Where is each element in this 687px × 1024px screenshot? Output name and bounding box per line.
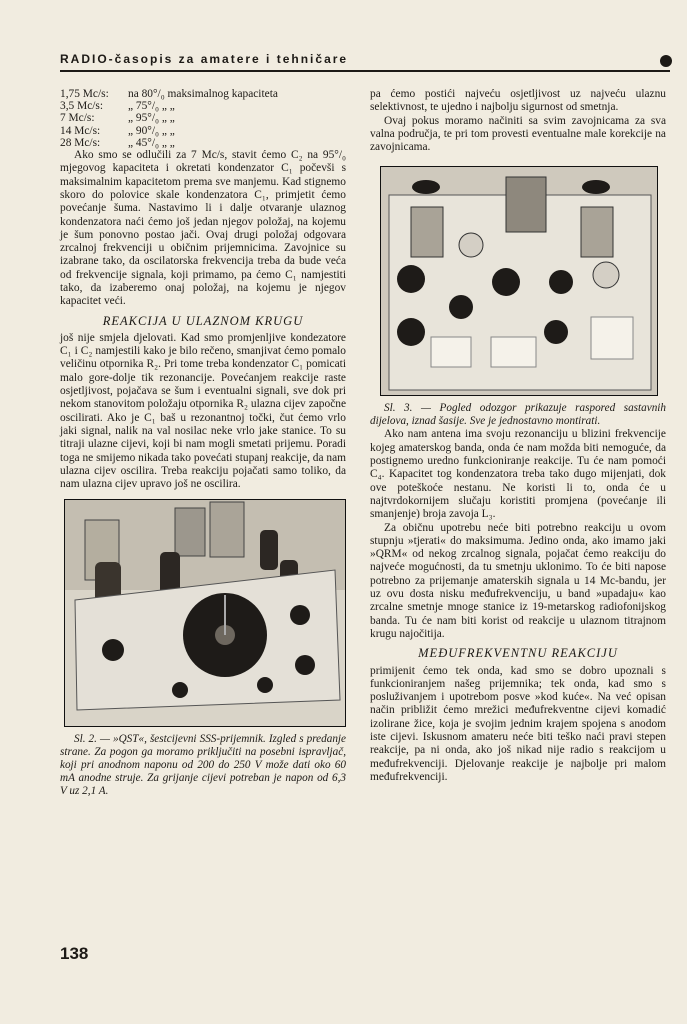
paragraph: Ovaj pokus moramo načiniti sa svim zavojnicama za sva valna područja, te pri tom provesti eventualne male korekcije na zavojnicama.	[370, 114, 666, 154]
table-row	[60, 88, 320, 100]
paragraph: Za običnu upotrebu neće biti potrebno reakciju u ovom stupnju »tjerati« do maksimuma. Jedino onda, ako imamo jaki »QRM« od nekog zrcalnog signala, pojačat ćemo reakciju do najveće mogućnosti, da tu smetnju uklonimo. To će biti napose potrebno za prijemanje amaterskih signala u 14 Mc-bandu, jer uz ovu dosta nisku međufrekvenciju, u band »upadaju« kao zrcalne smetnje mnoge stanice iz 19-metarskog radiofonijskog banda. Tu će nam biti korist od reakcije u ulaznom titrajnom krugu najočitija.	[370, 521, 666, 640]
page-number: 138	[60, 944, 89, 963]
table-cell: na 80°/₀ maksimalnog kapaciteta	[128, 88, 278, 100]
header-dot-ornament	[660, 55, 672, 67]
table-cell: 3,5 Mc/s:	[60, 100, 104, 113]
table-cell: 1,75 Mc/s:	[60, 88, 109, 100]
running-header	[60, 52, 670, 72]
header-title: RADIO-časopis za amatere i tehničare	[60, 52, 349, 66]
table-cell: „ 95°/₀ „ „	[128, 112, 175, 125]
figure-caption: Sl. 3. — Pogled odozgor prikazuje raspored sastavnih dijelova, iznad šasije. Sve je jednostavno montirati.	[370, 402, 666, 428]
table-row	[60, 125, 320, 137]
table-cell: „ 45°/₀ „ „	[128, 136, 175, 149]
receiver-front-illustration	[65, 500, 345, 726]
table-row	[60, 112, 320, 124]
paragraph: pa ćemo postići najveću osjetljivost uz najveću ulaznu selektivnost, te ujedno i najbolju sigurnost od smetnja.	[370, 88, 666, 114]
table-cell: 28 Mc/s:	[60, 136, 101, 149]
section-heading-text: REAKCIJA U ULAZNOM KRUGU	[102, 313, 304, 328]
table-cell: „ 90°/₀ „ „	[128, 124, 175, 137]
frequency-table	[60, 88, 320, 149]
section-heading-text: MEĐUFREKVENTNU REAKCIJU	[418, 646, 618, 661]
table-cell: 14 Mc/s:	[60, 124, 101, 137]
paragraph: primijenit ćemo tek onda, kad smo se dobro upoznali s funkcioniranjem našeg prijemnika; tek onda, kad smo s posluživanjem i upotrebom posve »kod kuće«. Na već opisan način približit ćemo mrežici međufrekventne cijevi komadić izolirane žice, koja je svojim jednim krajem spojena s anodom iste cijevi. Iskusnom amateru neće biti teško naći pravi stepen reakcije, pa ni onda, ako još nikad nije radio s reakcijom u međufrekvenciji. Djelovanje reakcije je najbolje pri malom međufrekvenciji.	[370, 664, 666, 783]
section-heading	[60, 315, 346, 328]
table-row	[60, 100, 320, 112]
receiver-front-photo	[64, 499, 346, 727]
chassis-top-illustration	[381, 167, 657, 395]
paragraph: još nije smjela djelovati. Kad smo promjenljive kondezatore C₁ i C₂ namjestili kako je bilo rečeno, smanjivat ćemo pomalo veličinu otpornika R₂. Pri tome treba kondenzator C₁ pomicati malo gore-dolje tik rezonancije. Povećanjem reakcije raste osjetljivost, pojačava se šum i eventualni signali, sve dok pri nekom stanovitom položaju otpornika R₂ ulazna cijev započne oscilirati. Ako je C₁ baš u rezonantnoj točki, čut ćemo vrlo jaki signal, nalik na val nosilac neke vrlo jake stanice. To su titraji ulazne cijevi, koji bi nam mogli smetati prijemu. Poradi toga ne smijemo nikada tako povećati stupanj reakcije, da nam ulazna cijev oscilira. Treba reakciju pojačati samo toliko, da nam ulazna cijev upravo još ne oscilira.	[60, 331, 346, 491]
right-column	[370, 88, 666, 784]
paragraph: Ako nam antena ima svoju rezonanciju u blizini frekvencije kojeg amaterskog banda, onda će nam možda biti nemoguće, da postignemo uredno funkcioniranje reakcije. Tu će nam pomoći C₄. Kapacitet tog kondenzatora treba tako dugo mijenjati, dok ove poteškoće nestanu. Ne koristi li to, onda će u najtvrdokornijem slučaju koristiti promjena (povećanje ili smanjenje) broja zavoja L₃.	[370, 428, 666, 521]
chassis-top-photo	[380, 166, 658, 396]
paragraph: Ako smo se odlučili za 7 Mc/s, stavit ćemo C₂ na 95°/₀ mjegovog kapaciteta i okretati kondenzator C₁ počevši s maksimalnim kapacitetom prema sve manjemu. Kad stignemo skoro do polovice skale kondenzatora C₁, primjetit ćemo povećanje šuma. Nastavimo li i dalje otvaranje ulaznog kondenzatora naći ćemo još jedan njegov položaj, na kojemu je šum ponovno postao jači. Ovaj drugi položaj odgovara zrcalnoj frekvenciji u običnim prijemnicima. Zavojnice su izabrane tako, da oscilatorska frekvencija treba da bude veća od frekvencije signala, koji primamo, pa ćemo C₁ namjestiti tako, da izaberemo onaj položaj, na kojemu je njegov kapacitet veći.	[60, 149, 346, 308]
table-cell: „ 75°/₀ „ „	[128, 100, 175, 113]
table-cell: 7 Mc/s:	[60, 112, 95, 125]
figure-caption: Sl. 2. — »QST«, šestcijevni SSS-prijemnik. Izgled s predanje strane. Za pogon ga moramo priključiti na posebni ispravljač, koji pri anodnom naponu od 200 do 250 V može dati oko 60 mA anodne struje. Za grijanje cijevi potreban je napon od 6,3 V uz 2,1 A.	[60, 733, 346, 798]
table-row	[60, 137, 320, 149]
left-column	[60, 88, 346, 798]
section-heading	[370, 647, 666, 660]
